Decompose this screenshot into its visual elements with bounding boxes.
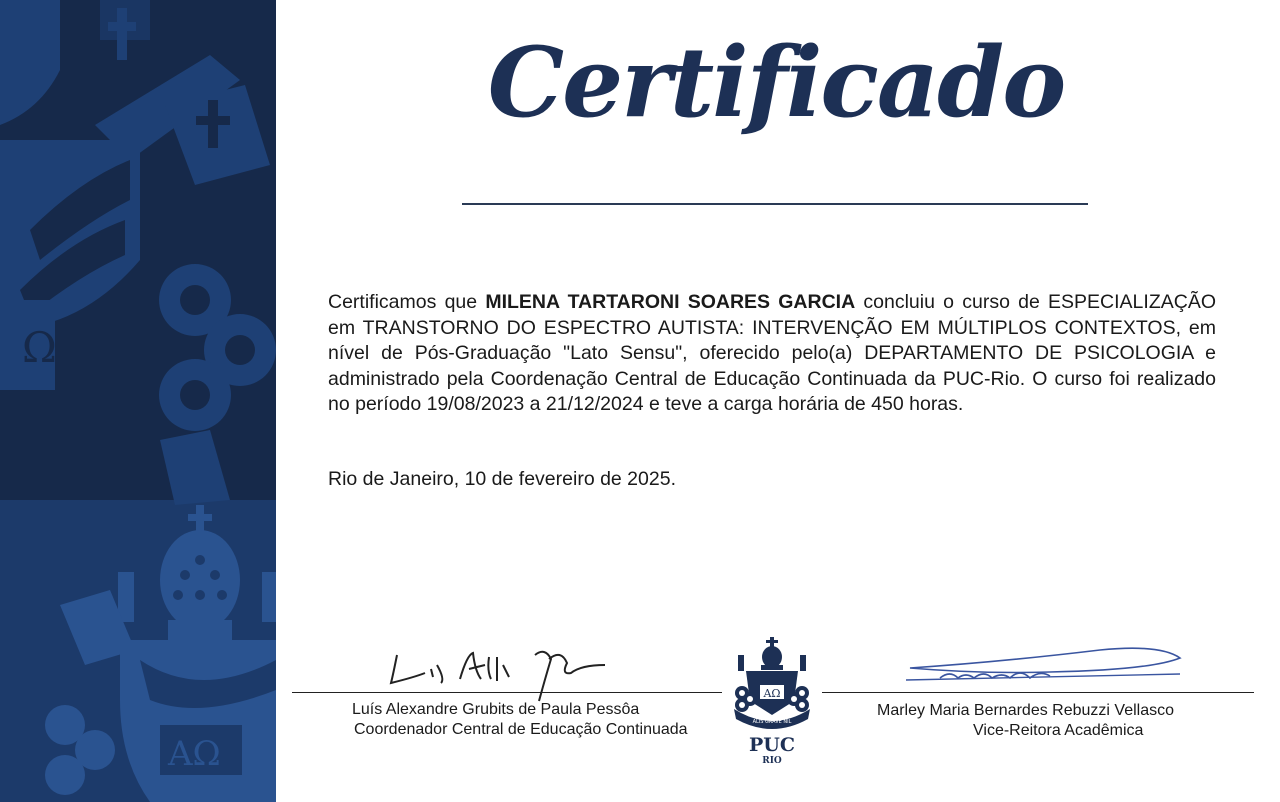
- heraldic-pattern-graphic: [0, 0, 276, 802]
- title-divider: [462, 203, 1088, 205]
- left-signatory-role: Coordenador Central de Educação Continuada: [354, 721, 688, 738]
- right-signature-line: [822, 692, 1254, 693]
- body-details: concluiu o curso de ESPECIALIZAÇÃO em TRANSTORNO DO ESPECTRO AUTISTA: INTERVENÇÃO EM MÚLTIPLOS CONTEXTOS, em nível de Pós-Graduação "Lato Sensu", oferecido pelo(a) DEPARTAMENTO DE PSICOLOGIA e administrado pela Coordenação Central de Educação Continuada da PUC-Rio. O curso foi realizado no período 19/08/2023 a 21/12/2024 e teve a carga horária de 450 horas.: [328, 291, 1216, 415]
- left-handwritten-signature: [385, 635, 615, 705]
- sidebar-omega-symbol: Ω: [22, 323, 57, 372]
- recipient-name: MILENA TARTARONI SOARES GARCIA: [485, 291, 856, 313]
- seal-brand-text: PUC: [749, 734, 795, 756]
- sidebar-alpha-omega-symbol: AΩ: [168, 734, 221, 774]
- body-intro: Certificamos que: [328, 291, 478, 313]
- puc-crest-icon: [728, 635, 816, 767]
- seal-motto: ALIS GRAVE NIL: [752, 719, 792, 725]
- decorative-side-panel: [0, 0, 276, 802]
- certificate-body: [328, 290, 1216, 418]
- right-handwritten-signature: [900, 640, 1190, 690]
- puc-rio-seal: [728, 635, 816, 767]
- seal-alpha-omega: AΩ: [763, 687, 781, 700]
- left-signatory-name: Luís Alexandre Grubits de Paula Pessôa: [352, 701, 640, 718]
- left-signature-line: [292, 692, 722, 693]
- seal-city-text: RIO: [762, 756, 782, 766]
- right-signatory-role: Vice-Reitora Acadêmica: [973, 722, 1144, 739]
- certificate-title: Certificado: [487, 26, 1065, 139]
- place-and-date: Rio de Janeiro, 10 de fevereiro de 2025.: [328, 468, 676, 490]
- right-signatory-name: Marley Maria Bernardes Rebuzzi Vellasco: [877, 702, 1175, 719]
